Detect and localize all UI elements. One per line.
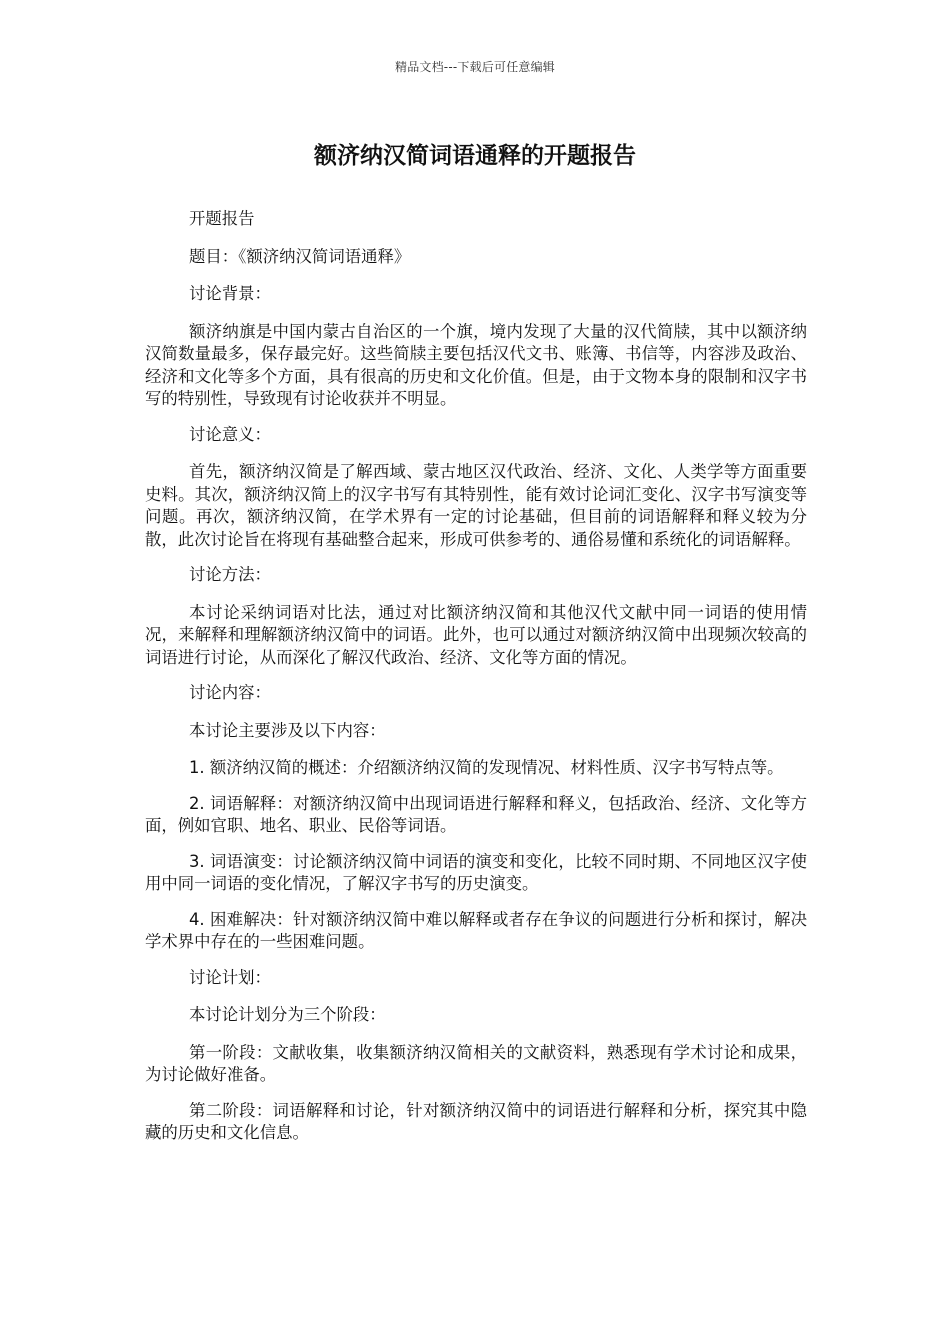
paragraph-plan-intro: 本讨论计划分为三个阶段： — [189, 1005, 386, 1024]
document-title: 额济纳汉简词语通释的开题报告 — [314, 143, 636, 169]
paragraph-method: 本讨论采纳词语对比法，通过对比额济纳汉简和其他汉代文献中同一词语的使用情况，来解释和理解额济纳汉简中的词语。此外，也可以通过对额济纳汉简中出现频次较高的词语进行讨论，从而深化了解汉代政治、经济、文化等方面的情况。 — [145, 602, 807, 667]
list-item-explanation: 2. 词语解释：对额济纳汉简中出现词语进行解释和释义，包括政治、经济、文化等方面，例如官职、地名、职业、民俗等词语。 — [145, 793, 807, 835]
paragraph-phase-two: 第二阶段：词语解释和讨论，针对额济纳汉简中的词语进行解释和分析，探究其中隐藏的历史和文化信息。 — [145, 1100, 807, 1142]
section-heading-plan: 讨论计划： — [189, 967, 271, 987]
list-item-evolution: 3. 词语演变：讨论额济纳汉简中词语的演变和变化，比较不同时期、不同地区汉字使用中同一词语的变化情况，了解汉字书写的历史演变。 — [145, 851, 807, 893]
paragraph-background: 额济纳旗是中国内蒙古自治区的一个旗，境内发现了大量的汉代简牍，其中以额济纳汉简数量最多，保存最完好。这些简牍主要包括汉代文书、账簿、书信等，内容涉及政治、经济和文化等多个方面，具有很高的历史和文化价值。但是，由于文物本身的限制和汉字书写的特别性，导致现有讨论收获并不明显。 — [145, 321, 807, 408]
section-heading-method: 讨论方法： — [189, 565, 271, 584]
paragraph-report-label: 开题报告 — [189, 209, 255, 228]
list-item-problem-solving: 4. 困难解决：针对额济纳汉简中难以解释或者存在争议的问题进行分析和探讨，解决学术界中存在的一些困难问题。 — [145, 909, 807, 951]
list-item-overview: 1. 额济纳汉简的概述：介绍额济纳汉简的发现情况、材料性质、汉字书写特点等。 — [189, 758, 784, 777]
section-heading-content: 讨论内容： — [189, 683, 271, 702]
header-note: 精品文档---下载后可任意编辑 — [395, 60, 555, 74]
section-heading-background: 讨论背景： — [189, 284, 271, 303]
paragraph-content-intro: 本讨论主要涉及以下内容： — [189, 720, 386, 740]
paragraph-significance: 首先，额济纳汉简是了解西域、蒙古地区汉代政治、经济、文化、人类学等方面重要史料。其次，额济纳汉简上的汉字书写有其特别性，能有效讨论词汇变化、汉字书写演变等问题。再次，额济纳汉简，在学术界有一定的讨论基础，但目前的词语解释和释义较为分散，此次讨论旨在将现有基础整合起来，形成可供参考的、通俗易懂和系统化的词语解释。 — [145, 462, 807, 549]
section-heading-significance: 讨论意义： — [189, 424, 271, 444]
paragraph-phase-one: 第一阶段：文献收集，收集额济纳汉简相关的文献资料，熟悉现有学术讨论和成果，为讨论做好准备。 — [145, 1042, 807, 1084]
document-body — [145, 208, 807, 1158]
paragraph-topic: 题目：《额济纳汉简词语通释》 — [189, 246, 411, 266]
